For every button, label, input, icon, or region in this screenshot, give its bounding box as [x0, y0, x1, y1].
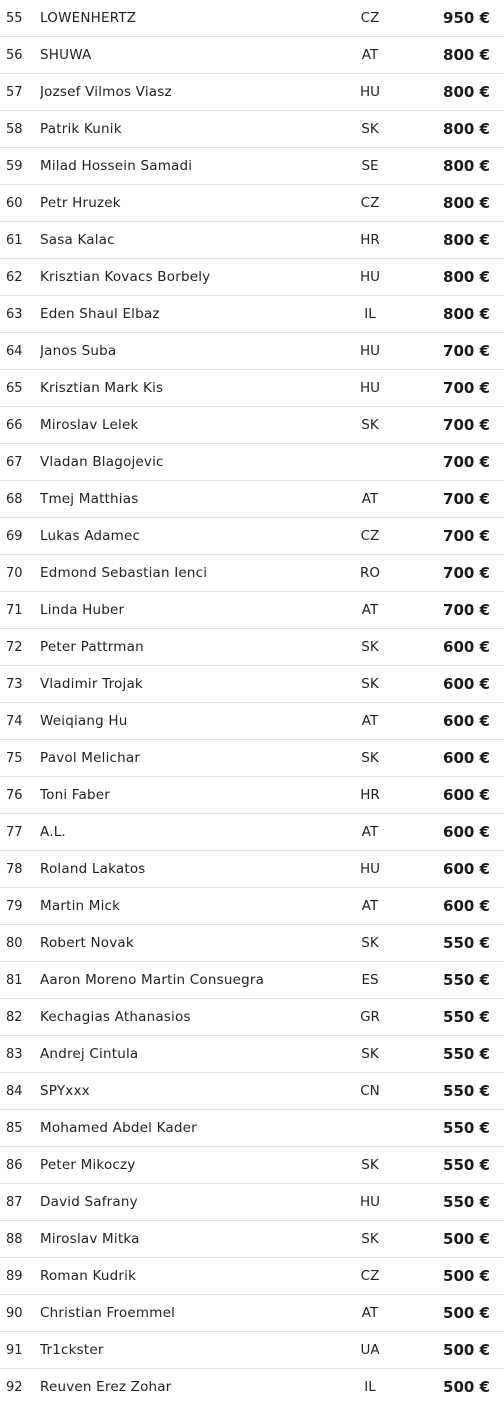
prize-amount-cell: 700 € [400, 518, 504, 555]
table-row [0, 703, 504, 740]
table-row [0, 74, 504, 111]
table-row [0, 37, 504, 74]
country-code-cell: HU [340, 851, 400, 888]
prize-amount-cell: 700 € [400, 407, 504, 444]
player-name-cell: Pavol Melichar [40, 740, 340, 777]
table-row [0, 333, 504, 370]
table-row [0, 1036, 504, 1073]
rank-cell: 70 [0, 555, 40, 592]
rank-cell: 67 [0, 444, 40, 481]
table-row [0, 518, 504, 555]
prize-amount-cell: 550 € [400, 1147, 504, 1184]
table-row [0, 629, 504, 666]
rank-cell: 68 [0, 481, 40, 518]
player-name-cell: Reuven Erez Zohar [40, 1369, 340, 1405]
table-row [0, 777, 504, 814]
player-name-cell: Peter Mikoczy [40, 1147, 340, 1184]
prize-amount-cell: 700 € [400, 592, 504, 629]
rank-cell: 60 [0, 185, 40, 222]
rank-cell: 62 [0, 259, 40, 296]
player-name-cell: Vladimir Trojak [40, 666, 340, 703]
country-code-cell: SK [340, 1221, 400, 1258]
prize-amount-cell: 800 € [400, 148, 504, 185]
rank-cell: 85 [0, 1110, 40, 1147]
prize-amount-cell: 500 € [400, 1332, 504, 1369]
player-name-cell: Roland Lakatos [40, 851, 340, 888]
table-row [0, 0, 504, 37]
rank-cell: 90 [0, 1295, 40, 1332]
country-code-cell: HU [340, 1184, 400, 1221]
country-code-cell: HR [340, 222, 400, 259]
country-code-cell: AT [340, 814, 400, 851]
rank-cell: 61 [0, 222, 40, 259]
player-name-cell: Miroslav Lelek [40, 407, 340, 444]
country-code-cell: HU [340, 333, 400, 370]
country-code-cell: SK [340, 1147, 400, 1184]
rank-cell: 89 [0, 1258, 40, 1295]
country-code-cell: IL [340, 296, 400, 333]
rank-cell: 88 [0, 1221, 40, 1258]
table-row [0, 407, 504, 444]
player-name-cell: Linda Huber [40, 592, 340, 629]
table-row [0, 296, 504, 333]
prize-amount-cell: 600 € [400, 666, 504, 703]
table-row [0, 888, 504, 925]
rank-cell: 73 [0, 666, 40, 703]
player-name-cell: Jozsef Vilmos Viasz [40, 74, 340, 111]
prize-amount-cell: 800 € [400, 37, 504, 74]
table-row [0, 1369, 504, 1405]
country-code-cell: SK [340, 1036, 400, 1073]
country-code-cell: SK [340, 629, 400, 666]
country-code-cell: SK [340, 925, 400, 962]
country-code-cell: AT [340, 888, 400, 925]
rank-cell: 56 [0, 37, 40, 74]
table-row [0, 1147, 504, 1184]
table-row [0, 962, 504, 999]
prize-amount-cell: 950 € [400, 0, 504, 37]
country-code-cell: HU [340, 74, 400, 111]
prize-amount-cell: 600 € [400, 777, 504, 814]
table-row [0, 1110, 504, 1147]
country-code-cell: CN [340, 1073, 400, 1110]
prize-amount-cell: 700 € [400, 444, 504, 481]
country-code-cell: SK [340, 111, 400, 148]
rank-cell: 77 [0, 814, 40, 851]
player-name-cell: Lukas Adamec [40, 518, 340, 555]
rank-cell: 79 [0, 888, 40, 925]
rank-cell: 80 [0, 925, 40, 962]
prize-amount-cell: 500 € [400, 1295, 504, 1332]
player-name-cell: Petr Hruzek [40, 185, 340, 222]
prize-amount-cell: 700 € [400, 370, 504, 407]
player-name-cell: Andrej Cintula [40, 1036, 340, 1073]
prize-amount-cell: 550 € [400, 1110, 504, 1147]
country-code-cell: AT [340, 703, 400, 740]
table-row [0, 259, 504, 296]
prize-amount-cell: 600 € [400, 851, 504, 888]
rank-cell: 76 [0, 777, 40, 814]
player-name-cell: Roman Kudrik [40, 1258, 340, 1295]
table-row [0, 740, 504, 777]
table-row [0, 370, 504, 407]
prize-amount-cell: 700 € [400, 333, 504, 370]
rank-cell: 83 [0, 1036, 40, 1073]
prize-amount-cell: 700 € [400, 481, 504, 518]
country-code-cell [340, 444, 400, 481]
rank-cell: 64 [0, 333, 40, 370]
table-row [0, 1332, 504, 1369]
rank-cell: 87 [0, 1184, 40, 1221]
rank-cell: 92 [0, 1369, 40, 1405]
country-code-cell: SK [340, 666, 400, 703]
country-code-cell: CZ [340, 0, 400, 37]
prize-amount-cell: 800 € [400, 296, 504, 333]
player-name-cell: Aaron Moreno Martin Consuegra [40, 962, 340, 999]
country-code-cell: UA [340, 1332, 400, 1369]
player-name-cell: Miroslav Mitka [40, 1221, 340, 1258]
country-code-cell: IL [340, 1369, 400, 1405]
player-name-cell: Peter Pattrman [40, 629, 340, 666]
player-name-cell: Edmond Sebastian Ienci [40, 555, 340, 592]
country-code-cell [340, 1110, 400, 1147]
rank-cell: 78 [0, 851, 40, 888]
prize-amount-cell: 600 € [400, 740, 504, 777]
prize-amount-cell: 800 € [400, 111, 504, 148]
prize-amount-cell: 500 € [400, 1221, 504, 1258]
prize-amount-cell: 550 € [400, 962, 504, 999]
table-row [0, 222, 504, 259]
rank-cell: 81 [0, 962, 40, 999]
rank-cell: 86 [0, 1147, 40, 1184]
country-code-cell: HU [340, 370, 400, 407]
player-name-cell: Milad Hossein Samadi [40, 148, 340, 185]
player-name-cell: Vladan Blagojevic [40, 444, 340, 481]
prize-amount-cell: 600 € [400, 814, 504, 851]
player-name-cell: Tmej Matthias [40, 481, 340, 518]
player-name-cell: LOWENHERTZ [40, 0, 340, 37]
table-row [0, 555, 504, 592]
rank-cell: 72 [0, 629, 40, 666]
country-code-cell: SK [340, 740, 400, 777]
rank-cell: 55 [0, 0, 40, 37]
player-name-cell: Krisztian Kovacs Borbely [40, 259, 340, 296]
player-name-cell: Martin Mick [40, 888, 340, 925]
player-name-cell: Tr1ckster [40, 1332, 340, 1369]
table-row [0, 592, 504, 629]
country-code-cell: AT [340, 1295, 400, 1332]
rank-cell: 91 [0, 1332, 40, 1369]
rank-cell: 82 [0, 999, 40, 1036]
rank-cell: 71 [0, 592, 40, 629]
prize-amount-cell: 550 € [400, 1036, 504, 1073]
prize-amount-cell: 800 € [400, 185, 504, 222]
rank-cell: 63 [0, 296, 40, 333]
player-name-cell: Krisztian Mark Kis [40, 370, 340, 407]
table-row [0, 666, 504, 703]
country-code-cell: CZ [340, 185, 400, 222]
rank-cell: 75 [0, 740, 40, 777]
table-row [0, 851, 504, 888]
player-name-cell: SHUWA [40, 37, 340, 74]
player-name-cell: Christian Froemmel [40, 1295, 340, 1332]
country-code-cell: AT [340, 481, 400, 518]
table-row [0, 1221, 504, 1258]
prize-amount-cell: 800 € [400, 259, 504, 296]
rank-cell: 66 [0, 407, 40, 444]
table-row [0, 999, 504, 1036]
table-row [0, 1184, 504, 1221]
player-name-cell: SPYxxx [40, 1073, 340, 1110]
prize-amount-cell: 800 € [400, 222, 504, 259]
country-code-cell: RO [340, 555, 400, 592]
country-code-cell: AT [340, 592, 400, 629]
country-code-cell: AT [340, 37, 400, 74]
prize-amount-cell: 700 € [400, 555, 504, 592]
prize-amount-cell: 550 € [400, 1184, 504, 1221]
country-code-cell: GR [340, 999, 400, 1036]
prize-amount-cell: 600 € [400, 703, 504, 740]
player-name-cell: Mohamed Abdel Kader [40, 1110, 340, 1147]
rank-cell: 58 [0, 111, 40, 148]
rank-cell: 59 [0, 148, 40, 185]
table-row [0, 1258, 504, 1295]
table-row [0, 148, 504, 185]
player-name-cell: A.L. [40, 814, 340, 851]
prize-amount-cell: 800 € [400, 74, 504, 111]
prize-amount-cell: 500 € [400, 1369, 504, 1405]
rank-cell: 65 [0, 370, 40, 407]
player-name-cell: Robert Novak [40, 925, 340, 962]
rank-cell: 57 [0, 74, 40, 111]
prize-amount-cell: 500 € [400, 1258, 504, 1295]
player-name-cell: Janos Suba [40, 333, 340, 370]
country-code-cell: HU [340, 259, 400, 296]
prize-amount-cell: 550 € [400, 925, 504, 962]
prize-amount-cell: 600 € [400, 629, 504, 666]
player-name-cell: Eden Shaul Elbaz [40, 296, 340, 333]
table-row [0, 814, 504, 851]
rank-cell: 69 [0, 518, 40, 555]
country-code-cell: SE [340, 148, 400, 185]
country-code-cell: ES [340, 962, 400, 999]
player-name-cell: Patrik Kunik [40, 111, 340, 148]
rank-cell: 84 [0, 1073, 40, 1110]
player-name-cell: Weiqiang Hu [40, 703, 340, 740]
prize-amount-cell: 550 € [400, 999, 504, 1036]
table-row [0, 481, 504, 518]
table-row [0, 111, 504, 148]
country-code-cell: CZ [340, 518, 400, 555]
player-name-cell: Toni Faber [40, 777, 340, 814]
rank-cell: 74 [0, 703, 40, 740]
player-name-cell: Sasa Kalac [40, 222, 340, 259]
player-name-cell: David Safrany [40, 1184, 340, 1221]
country-code-cell: SK [340, 407, 400, 444]
prize-amount-cell: 600 € [400, 888, 504, 925]
table-row [0, 444, 504, 481]
table-row [0, 1295, 504, 1332]
table-row [0, 925, 504, 962]
prize-amount-cell: 550 € [400, 1073, 504, 1110]
country-code-cell: HR [340, 777, 400, 814]
table-row [0, 185, 504, 222]
player-name-cell: Kechagias Athanasios [40, 999, 340, 1036]
country-code-cell: CZ [340, 1258, 400, 1295]
table-row [0, 1073, 504, 1110]
